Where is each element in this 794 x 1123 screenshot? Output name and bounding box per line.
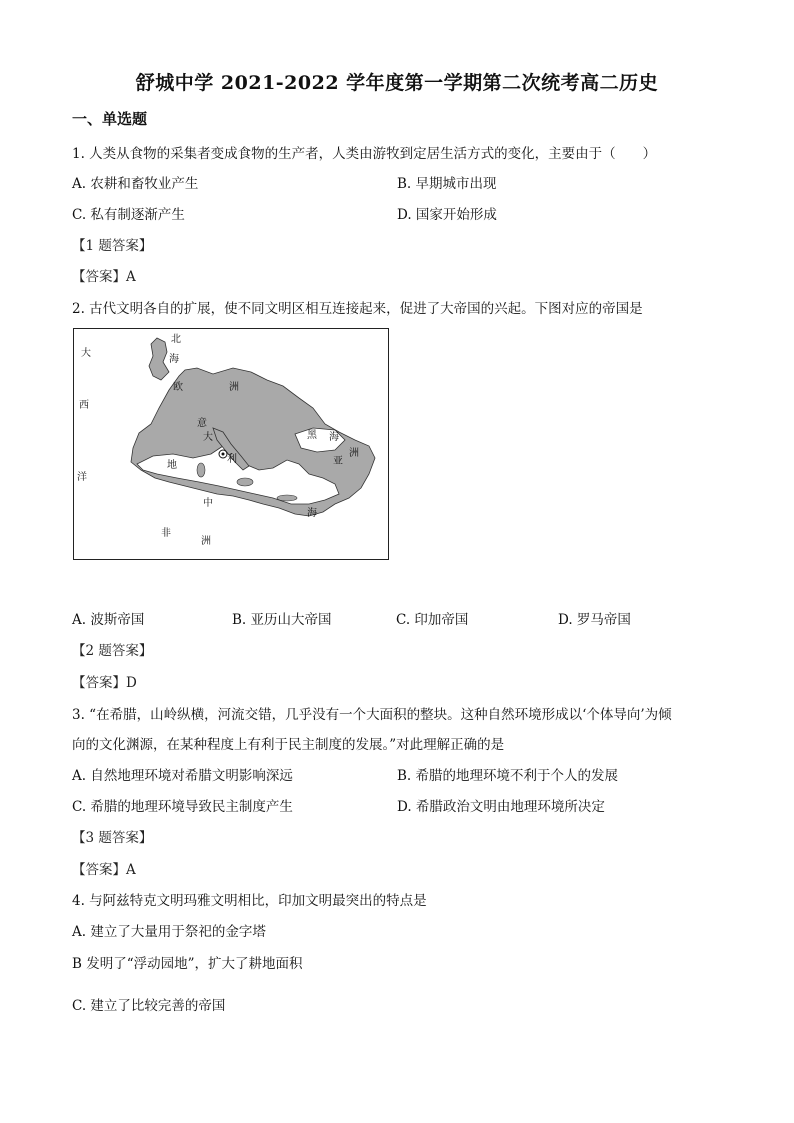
label-asia: 亚 (333, 456, 343, 467)
question-3-answer: 【答案】A (72, 862, 136, 878)
page-title: 舒城中学 2021-2022 学年度第一学期第二次统考高二历史 (135, 72, 659, 94)
question-1-answer: 【答案】A (72, 269, 136, 285)
label-africa-2: 洲 (201, 536, 211, 547)
label-north-sea-2: 海 (169, 354, 179, 365)
question-1-option-b: B. 早期城市出现 (397, 176, 497, 192)
question-1-stem: 1. 人类从食物的采集者变成食物的生产者，人类由游牧到定居生活方式的变化，主要由于（ ） (72, 146, 657, 162)
label-italy-1: 意 (197, 418, 207, 429)
question-4-option-a: A. 建立了大量用于祭祀的金字塔 (72, 924, 266, 940)
question-1-option-d: D. 国家开始形成 (397, 207, 497, 223)
label-atlantic-2: 西 (79, 400, 89, 411)
label-asia-zhou: 洲 (349, 448, 359, 459)
roman-empire-map (73, 328, 389, 560)
question-4-stem: 4. 与阿兹特克文明玛雅文明相比，印加文明最突出的特点是 (72, 893, 427, 909)
question-1-answer-tag: 【1 题答案】 (72, 238, 153, 254)
question-1-option-a: A. 农耕和畜牧业产生 (72, 176, 199, 192)
section-heading: 一、单选题 (72, 110, 148, 128)
question-2-answer: 【答案】D (72, 675, 137, 691)
question-2-answer-tag: 【2 题答案】 (72, 643, 153, 659)
question-2-stem: 2. 古代文明各自的扩展，使不同文明区相互连接起来，促进了大帝国的兴起。下图对应的帝国是 (72, 301, 643, 317)
label-mediterranean-2: 中 (203, 498, 213, 509)
question-4-option-c: C. 建立了比较完善的帝国 (72, 998, 226, 1014)
question-3-stem-line-2: 向的文化渊源，在某种程度上有利于民主制度的发展。”对此理解正确的是 (72, 737, 505, 753)
question-3-option-c: C. 希腊的地理环境导致民主制度产生 (72, 799, 293, 815)
label-black-sea-2: 海 (329, 432, 339, 443)
label-black-sea-1: 黑 (307, 430, 317, 441)
question-3-option-d: D. 希腊政治文明由地理环境所决定 (397, 799, 605, 815)
label-italy-2: 大 (203, 432, 213, 443)
question-2-option-b: B. 亚历山大帝国 (232, 612, 332, 628)
label-africa-1: 非 (161, 528, 171, 539)
label-italy-3: 利 (227, 454, 237, 465)
question-3-answer-tag: 【3 题答案】 (72, 830, 153, 846)
question-2-option-c: C. 印加帝国 (396, 612, 469, 628)
question-2-option-a: A. 波斯帝国 (72, 612, 145, 628)
label-north-sea-1: 北 (171, 334, 181, 345)
label-europe-1: 欧 (173, 382, 183, 393)
label-atlantic-3: 洋 (77, 472, 87, 483)
question-1-option-c: C. 私有制逐渐产生 (72, 207, 185, 223)
label-europe-2: 洲 (229, 382, 239, 393)
question-4-option-b: B 发明了“浮动园地”，扩大了耕地面积 (72, 956, 303, 972)
label-mediterranean-1: 地 (167, 460, 177, 471)
question-2-option-d: D. 罗马帝国 (558, 612, 631, 628)
question-3-option-a: A. 自然地理环境对希腊文明影响深远 (72, 768, 293, 784)
label-mediterranean-3: 海 (307, 508, 317, 519)
question-3-option-b: B. 希腊的地理环境不利于个人的发展 (397, 768, 619, 784)
label-atlantic-1: 大 (81, 348, 91, 359)
question-3-stem-line-1: 3. “在希腊，山岭纵横，河流交错，几乎没有一个大面积的整块。这种自然环境形成以‘个体导向’为倾 (72, 707, 672, 723)
